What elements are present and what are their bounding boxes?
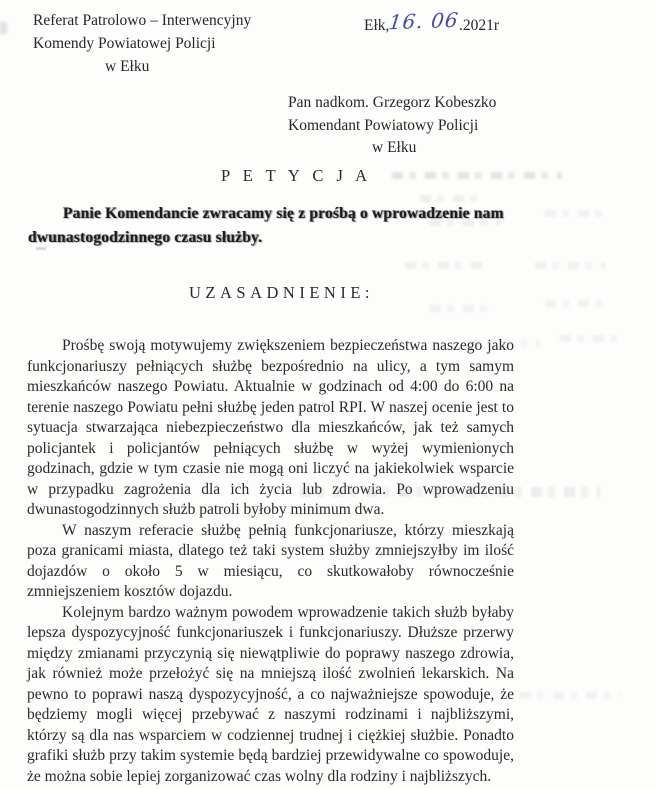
addressee-city: w Ełku	[372, 139, 417, 156]
body-text	[27, 336, 514, 787]
bleedthrough-artifact	[392, 172, 562, 179]
addressee-block	[288, 92, 496, 160]
petition-statement-line1: Panie Komendancie zwracamy się z prośbą o wprowadzenie nam	[63, 205, 504, 222]
petition-statement	[28, 202, 504, 249]
bleedthrough-artifact	[535, 262, 605, 269]
date-place: Ełk,	[364, 17, 390, 34]
scan-edge-artifact	[0, 22, 7, 34]
body-paragraph-1: Prośbę swoją motywujemy zwiększeniem bezpieczeństwa naszego jako funkcjonariuszy pełniących służbę bezpośrednio na ulicy, a tym samym mieszkańców naszego Powiatu. Aktualnie w godzinach od 4:00 do 6:00 na terenie naszego Powiatu pełni służbę jeden patrol RPI. W naszej ocenie jest to sytuacja stwarzająca niebezpieczeństwo dla mieszkańców, jak też samych policjantek i policjantów pełniących służbę w wyżej wymienionych godzinach, gdzie w tym czasie nie mogą oni liczyć na jakiekolwiek wsparcie w przypadku zagrożenia dla ich życia lub zdrowia. Po wprowadzeniu dwunastogodzinnych służb patroli byłoby minimum dwa.	[27, 337, 514, 518]
bleedthrough-artifact	[405, 262, 485, 269]
document-title: P E T Y C J A	[221, 166, 372, 185]
addressee-name: Pan nadkom. Grzegorz Kobeszko	[288, 94, 497, 111]
handwritten-date: 16. 06	[387, 7, 461, 35]
scan-dot-artifact	[36, 247, 46, 250]
justification-heading: UZASADNIENIE:	[189, 283, 374, 302]
petition-statement-line2: dwunastogodzinnego czasu służby.	[28, 228, 263, 246]
bleedthrough-artifact	[545, 300, 610, 307]
sender-block	[33, 9, 251, 78]
body-paragraph-3: Kolejnym bardzo ważnym powodem wprowadzenie takich służb byłaby lepsza dyspozycyjność funkcjonariuszek i funkcjonariuszy. Dłuższe przerwy między zmianami przyczynią się niewątpliwie do poprawy naszego zdrowia, jak również może przełożyć się na mniejszą ilość zwolnień lekarskich. Na pewno to poprawi naszą dyspozycyjność, a co najważniejsze spowoduje, że będziemy mogli więcej przebywać z naszymi rodzinami i najbliższymi, którzy są dla nas wsparciem w codziennej trudnej i ciężkiej służbie. Ponadto grafiki służb przy takim systemie będą bardziej przewidywalne co spowoduje, że można sobie lepiej zorganizować czas wolny dla rodziny i najbliższych.	[27, 603, 514, 785]
sender-unit: Referat Patrolowo – Interwencyjny	[33, 12, 252, 29]
addressee-title: Komendant Powiatowy Policji	[288, 116, 479, 134]
bleedthrough-artifact	[420, 195, 480, 202]
sender-institution: Komendy Powiatowej Policji	[33, 35, 216, 52]
bleedthrough-artifact	[545, 210, 605, 217]
date-year: .2021r	[459, 17, 500, 34]
body-paragraph-2: W naszym referacie służbę pełnią funkcjonariusze, którzy mieszkają poza granicami miasta, dlatego też taki system służby zmniejszyłby im ilość dojazdów o około 5 w miesiącu, co skutkowałoby równocześnie zmniejszeniem kosztów dojazdu.	[27, 521, 514, 600]
bleedthrough-artifact	[520, 692, 620, 699]
sender-city: w Ełku	[105, 58, 150, 75]
dateline	[364, 7, 500, 35]
bleedthrough-artifact	[560, 335, 620, 342]
bleedthrough-artifact	[430, 305, 490, 312]
